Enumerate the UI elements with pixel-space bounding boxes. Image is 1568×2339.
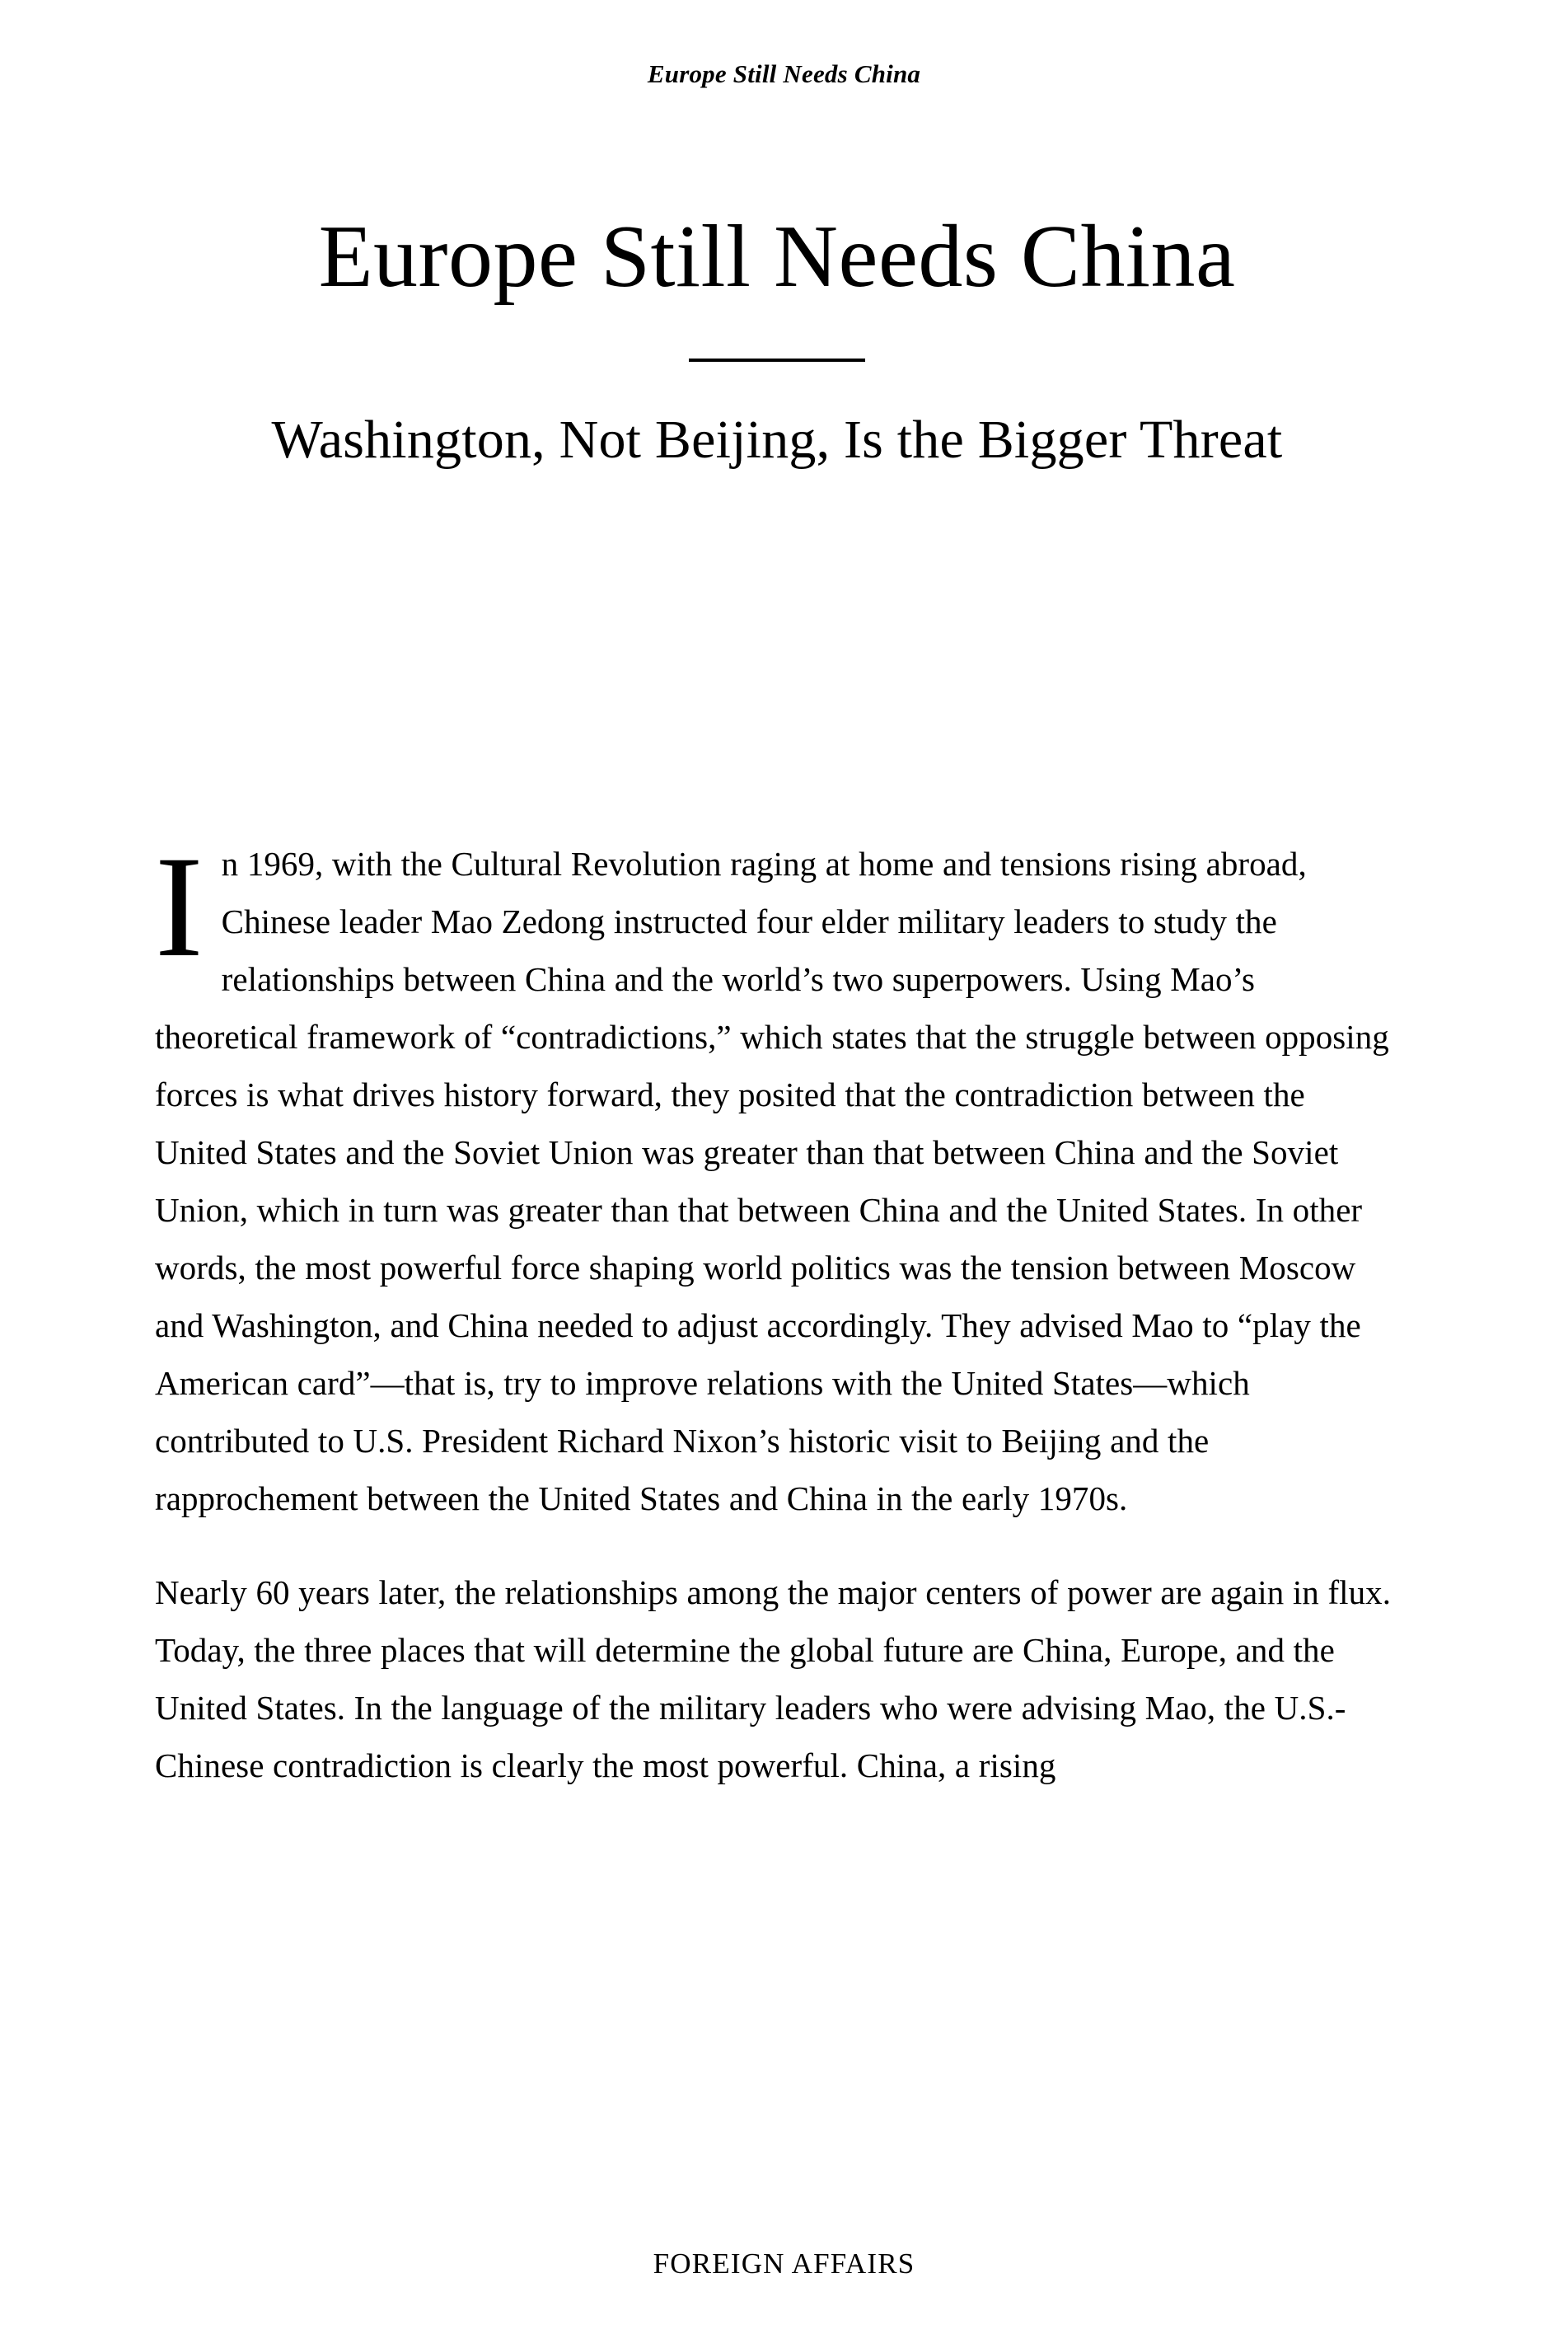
article-subtitle: Washington, Not Beijing, Is the Bigger Threat (271, 410, 1283, 471)
body-paragraph-1 (155, 827, 1395, 1527)
footer-publication: FOREIGN AFFAIRS (653, 2248, 915, 2280)
body-paragraph-2: Nearly 60 years later, the relationships among the major centers of power are again in flux. Today, the three places that will determine the global future are China, Europe, and the United States. In the language of the military leaders who were advising Mao, the U.S.-Chinese contradiction is clearly the most powerful. China, a rising (155, 1573, 1391, 1784)
title-divider (689, 359, 865, 362)
drop-cap: I (155, 827, 204, 987)
body-paragraph-1-text: n 1969, with the Cultural Revolution raging at home and tensions rising abroad, Chinese leader Mao Zedong instructed four elder military leaders to study the relationships between China and the world’s two superpowers. Using Mao’s theoretical framework of “contradictions,” which states that the struggle between opposing forces is what drives history forward, they posited that the contradiction between the United States and the Soviet Union was greater than that between China and the Soviet Union, which in turn was greater than that between China and the United States. In other words, the most powerful force shaping world politics was the tension between Moscow and Washington, and China needed to adjust accordingly. They advised Mao to “play the American card”—that is, try to improve relations with the United States—which contributed to U.S. President Richard Nixon’s historic visit to Beijing and the rapprochement between the United States and China in the early 1970s. (155, 845, 1389, 1517)
page-title: Europe Still Needs China (318, 208, 1236, 306)
article-body (155, 827, 1395, 1794)
running-header: Europe Still Needs China (647, 59, 921, 88)
title-block (155, 210, 1399, 474)
